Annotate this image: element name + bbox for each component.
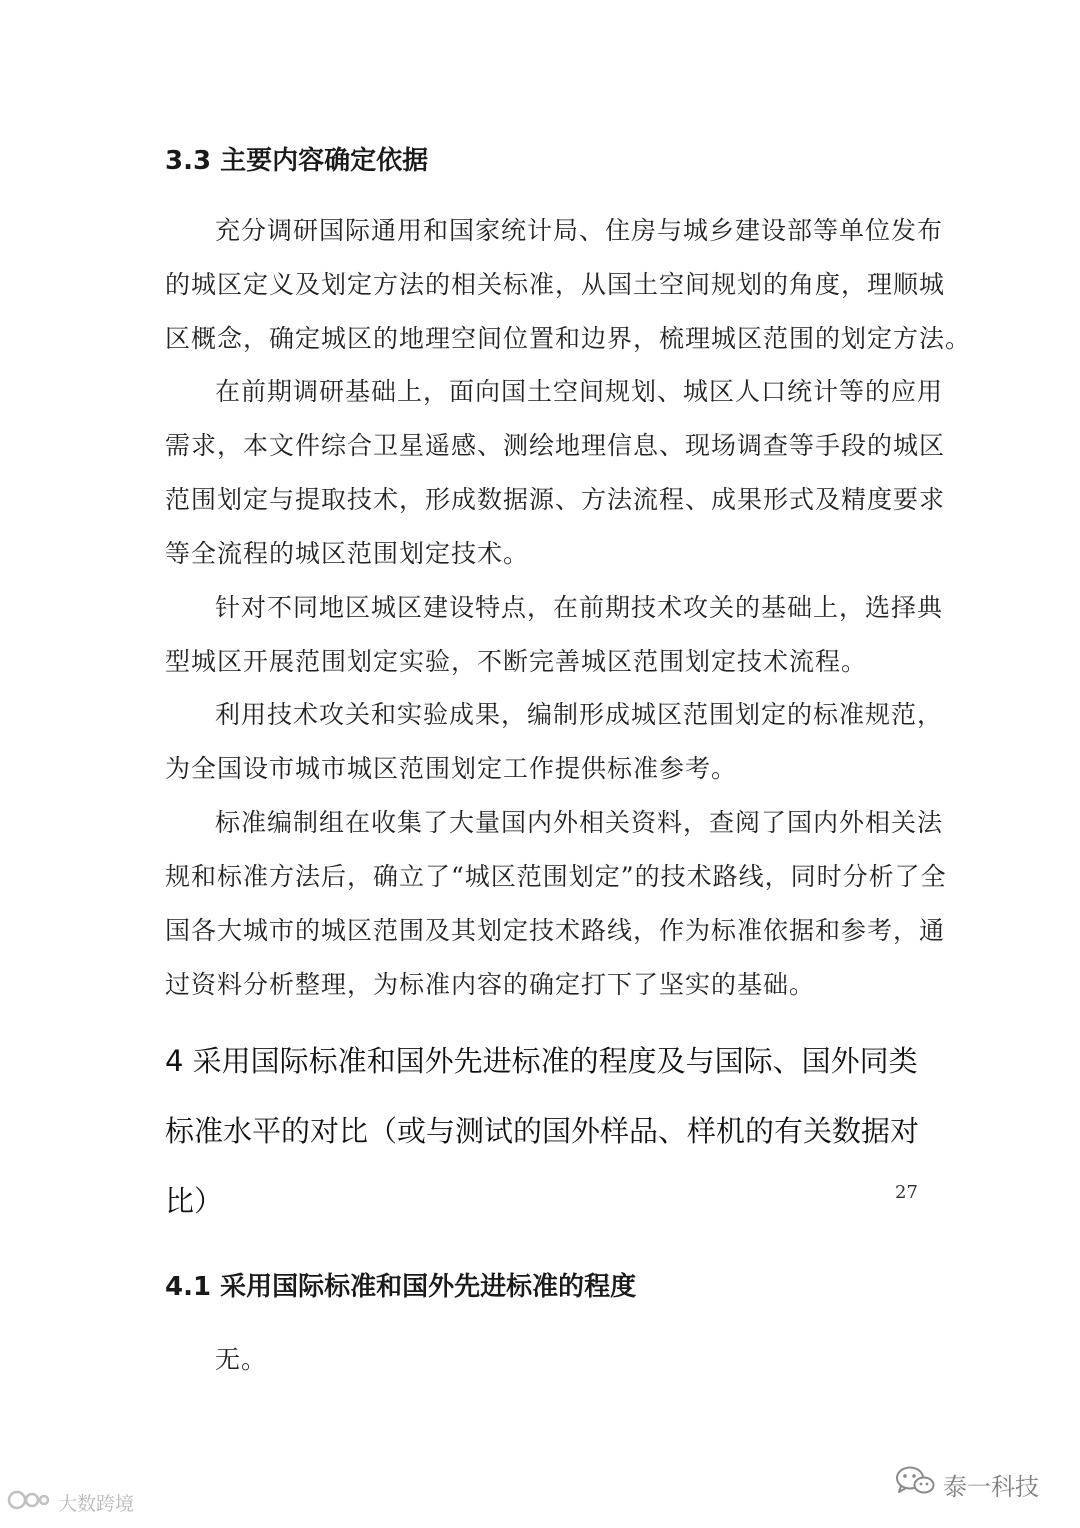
section-4-1-heading: 4.1 采用国际标准和国外先进标准的程度 (165, 1272, 637, 1302)
text-line: 为全国设市城市城区范围划定工作提供标准参考。 (165, 754, 738, 783)
text-line: 过资料分析整理，为标准内容的确定打下了坚实的基础。 (165, 970, 816, 999)
watermark-right (895, 1466, 1039, 1502)
text-line: 无。 (215, 1345, 268, 1374)
text-line: 标准编制组在收集了大量国内外相关资料，查阅了国内外相关法 (215, 808, 944, 837)
heading-line: 标准水平的对比（或与测试的国外样品、样机的有关数据对 (165, 1114, 920, 1148)
section-3-3-heading: 3.3 主要内容确定依据 (165, 146, 429, 176)
paragraph-2 (165, 365, 946, 581)
text-line: 型城区开展范围划定实验，不断完善城区范围划定技术流程。 (165, 647, 868, 676)
watermark-left (6, 1487, 134, 1517)
paragraph-4-1-body (165, 1333, 917, 1387)
text-line: 在前期调研基础上，面向国土空间规划、城区人口统计等的应用 (215, 377, 944, 406)
wechat-icon (895, 1465, 935, 1503)
watermark-logo-icon (6, 1487, 52, 1518)
watermark-left-text: 大数跨境 (58, 1492, 135, 1515)
text-line: 规和标准方法后，确立了“城区范围划定”的技术路线，同时分析了全 (165, 862, 947, 891)
text-line: 等全流程的城区范围划定技术。 (165, 539, 530, 568)
text-line: 的城区定义及划定方法的相关标准，从国土空间规划的角度，理顺城 (165, 270, 946, 299)
section-4-heading (165, 1026, 920, 1236)
text-line: 针对不同地区城区建设特点，在前期技术攻关的基础上，选择典 (215, 593, 944, 622)
heading-line: 比） (165, 1184, 224, 1218)
text-line: 区概念，确定城区的地理空间位置和边界，梳理城区范围的划定方法。 (165, 324, 972, 353)
paragraph-1 (165, 204, 972, 366)
text-line: 利用技术攻关和实验成果，编制形成城区范围划定的标准规范， (215, 700, 944, 729)
page-number: 27 (895, 1182, 918, 1203)
text-line: 国各大城市的城区范围及其划定技术路线，作为标准依据和参考，通 (165, 916, 946, 945)
paragraph-3 (165, 581, 944, 689)
text-line: 范围划定与提取技术，形成数据源、方法流程、成果形式及精度要求 (165, 485, 946, 514)
text-line: 充分调研国际通用和国家统计局、住房与城乡建设部等单位发布 (215, 216, 944, 245)
heading-line: 4 采用国际标准和国外先进标准的程度及与国际、国外同类 (165, 1044, 918, 1078)
watermark-right-text: 泰一科技 (943, 1472, 1039, 1501)
text-line: 需求，本文件综合卫星遥感、测绘地理信息、现场调查等手段的城区 (165, 431, 946, 460)
paragraph-4 (165, 688, 944, 796)
paragraph-5 (165, 796, 947, 1012)
